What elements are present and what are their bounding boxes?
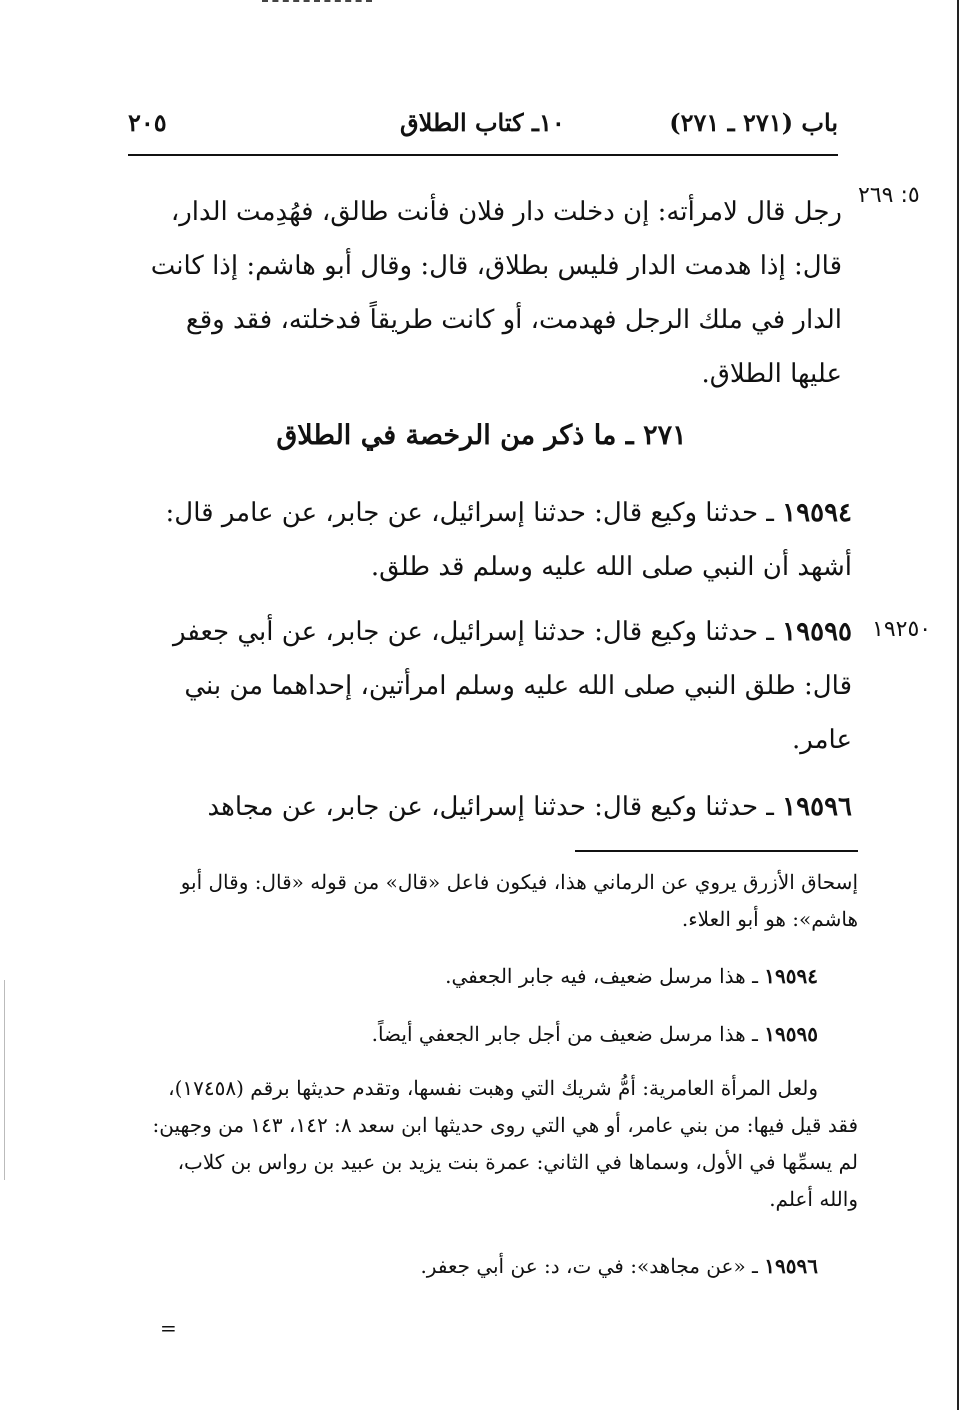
footnote-19595 — [145, 1016, 818, 1053]
footnote-text: ـ هذا مرسل ضعيف، فيه جابر الجعفي. — [445, 964, 765, 988]
footnote-intro: إسحاق الأزرق يروي عن الرماني هذا، فيكون فاعل «قال» من قوله «قال: وقال أبو هاشم»: هو أبو العلاء. — [180, 870, 858, 931]
hadith-text: ـ حدثنا وكيع قال: حدثنا إسرائيل، عن جابر، عن مجاهد — [207, 792, 783, 822]
hadith-number: ١٩٥٩٤ — [782, 498, 852, 528]
footnote-number: ١٩٥٩٦ — [764, 1254, 818, 1278]
footnote-rule — [575, 850, 858, 852]
section-title: ٢٧١ ـ ما ذكر من الرخصة في الطلاق — [276, 420, 687, 451]
hadith-text: ـ حدثنا وكيع قال: حدثنا إسرائيل، عن جابر، عن أبي جعفر قال: طلق النبي صلى الله عليه وسلم امرأتين، إحداهما من بني عامر. — [173, 617, 852, 755]
hadith-19596 — [140, 780, 852, 834]
footnote-19594 — [145, 958, 818, 995]
footnote-19596 — [145, 1248, 818, 1285]
continuation-mark: = — [160, 1316, 177, 1340]
margin-ref-mid: ١٩٢٥٠ — [872, 617, 932, 642]
page-edge-line-left — [4, 980, 5, 1180]
hadith-19595 — [140, 605, 852, 767]
hadith-19594 — [140, 486, 852, 594]
footnote-text: ـ «عن مجاهد»: في ت، د: عن أبي جعفر. — [420, 1254, 765, 1278]
page-edge-line — [957, 0, 959, 1410]
header-rule — [128, 154, 838, 156]
hadith-number: ١٩٥٩٥ — [782, 617, 852, 647]
footnote-text: ـ هذا مرسل ضعيف من أجل جابر الجعفي أيضاً. — [371, 1022, 765, 1046]
footnote-extra: ولعل المرأة العامرية: أمُّ شريك التي وهبت نفسها، وتقدم حديثها برقم (١٧٤٥٨)، فقد قيل فيها: من بني عامر، أو هي التي روى حديثها ابن سعد ٨: ١٤٢، ١٤٣ من وجهين: لم يسمِّها في الأول، وسماها في الثاني: عمرة بنت يزيد بن عبيد بن رواس بن كلاب، والله أعلم. — [152, 1076, 858, 1211]
top-dashed-mark — [262, 0, 372, 2]
margin-ref-top: ٥: ٢٦٩ — [858, 183, 920, 208]
footnote-number: ١٩٥٩٥ — [764, 1022, 818, 1046]
header-book-title: ١٠ـ كتاب الطلاق — [400, 108, 565, 137]
page-number: ٢٠٥ — [128, 108, 167, 137]
intro-paragraph: رجل قال لامرأته: إن دخلت دار فلان فأنت طالق، فهُدِمت الدار، قال: إذا هدمت الدار فليس بطلاق، قال: وقال أبو هاشم: إذا كانت الدار في ملك الرجل فهدمت، أو كانت طريقاً فدخلته، فقد وقع عليها الطلاق. — [150, 197, 842, 389]
header-chapter: باب (٢٧١ ـ ٢٧١) — [669, 108, 838, 137]
footnote-number: ١٩٥٩٤ — [764, 964, 818, 988]
hadith-number: ١٩٥٩٦ — [782, 792, 852, 822]
hadith-text: ـ حدثنا وكيع قال: حدثنا إسرائيل، عن جابر، عن عامر قال: أشهد أن النبي صلى الله عليه وسلم قد طلق. — [165, 498, 852, 582]
